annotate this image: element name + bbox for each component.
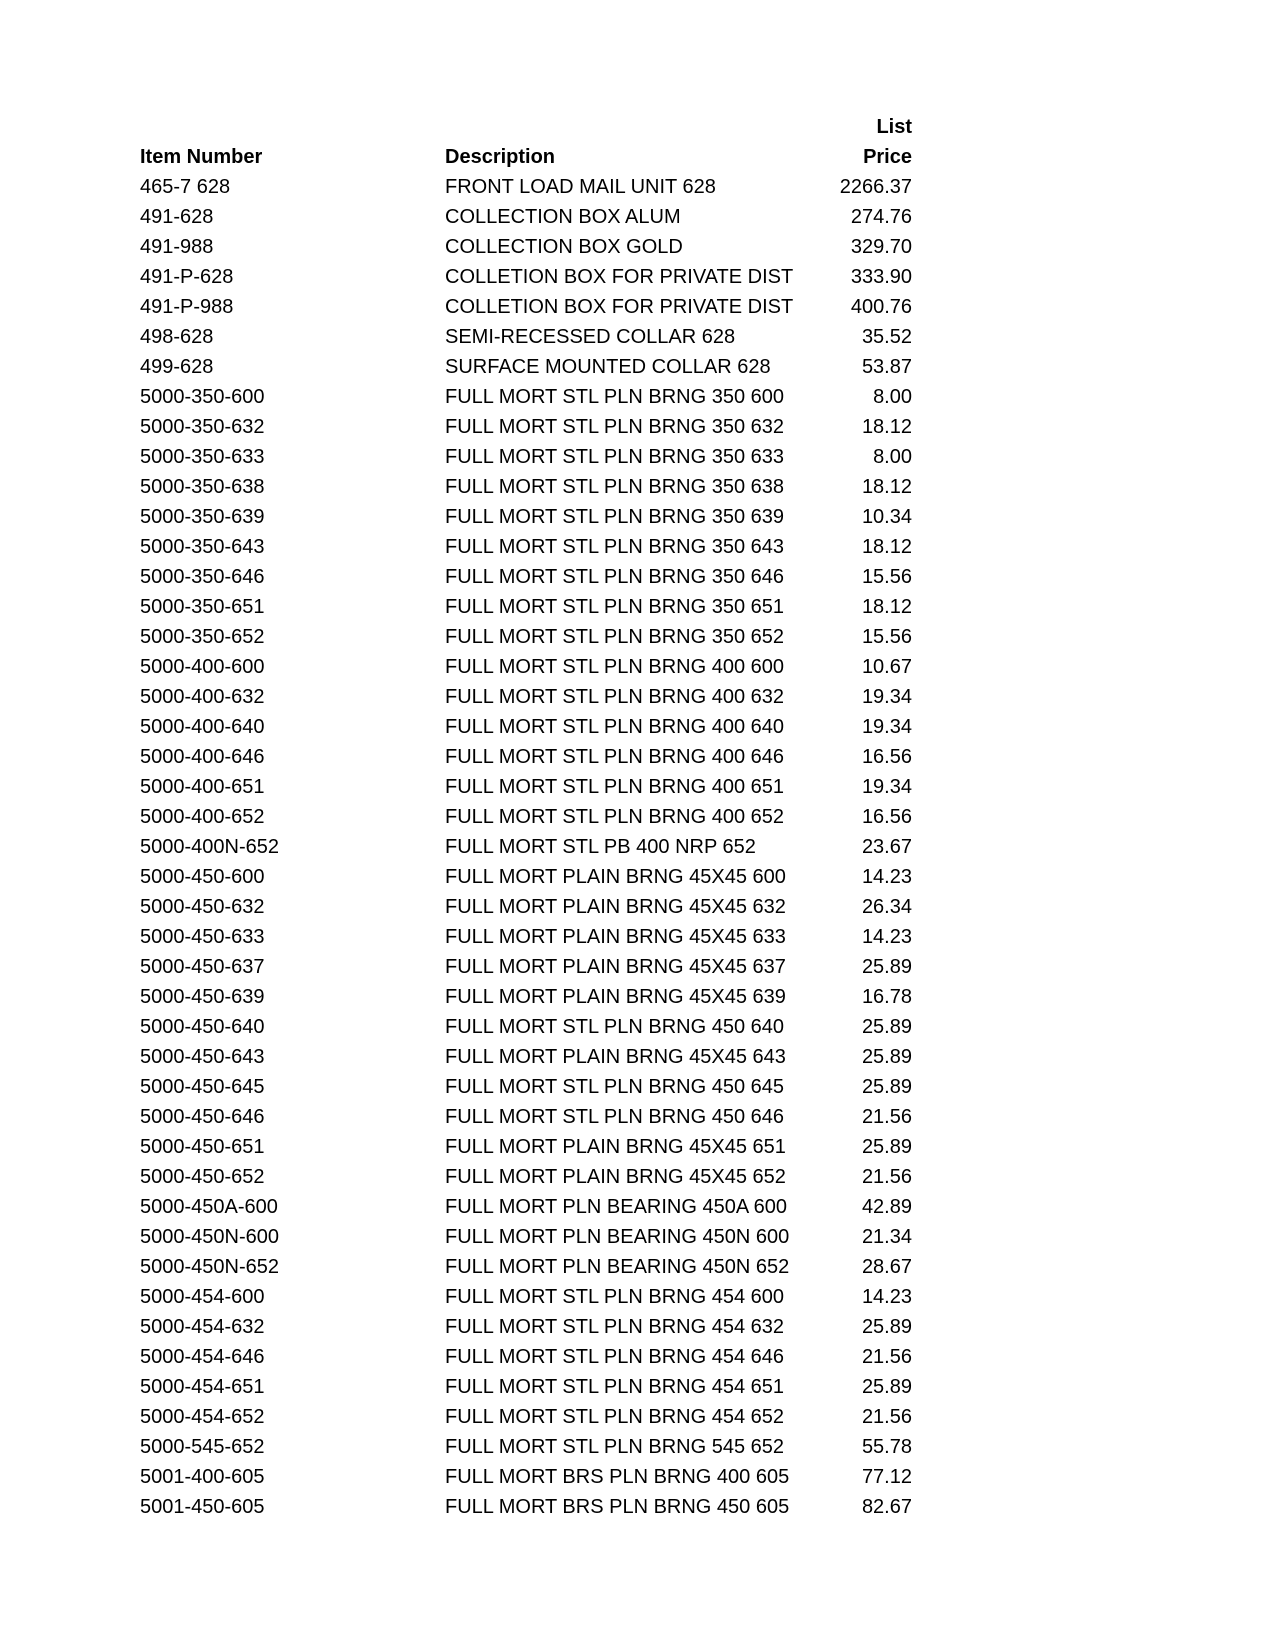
table-row [0,1042,1275,1072]
description-cell: FULL MORT STL PLN BRNG 350 646 [445,566,785,588]
table-row [0,892,1275,922]
list-price-cell: 25.89 [861,1316,912,1338]
list-price-cell: 14.23 [861,1286,912,1308]
item-number-cell: 5000-450-633 [140,926,265,948]
item-number-cell: 5000-400N-652 [140,836,279,858]
description-cell: FULL MORT STL PLN BRNG 450 646 [445,1106,785,1128]
item-number-cell: 5000-400-632 [140,686,265,708]
description-cell: FULL MORT PLAIN BRNG 45X45 651 [445,1136,786,1158]
table-row [0,802,1275,832]
description-cell: FULL MORT STL PLN BRNG 350 651 [445,596,785,618]
table-row [0,1312,1275,1342]
table-row [0,772,1275,802]
table-row [0,232,1275,262]
price-list-rows [0,172,1275,1522]
list-price-cell: 16.56 [861,746,912,768]
description-cell: FULL MORT PLAIN BRNG 45X45 600 [445,866,786,888]
description-cell: FULL MORT PLAIN BRNG 45X45 643 [445,1046,786,1068]
item-number-cell: 5000-400-640 [140,716,265,738]
table-row [0,1072,1275,1102]
table-row [0,1492,1275,1522]
description-cell: SEMI-RECESSED COLLAR 628 [445,326,736,348]
list-price-cell: 53.87 [861,356,912,378]
item-number-cell: 5000-454-646 [140,1346,265,1368]
list-price-cell: 25.89 [861,1136,912,1158]
list-price-cell: 16.56 [861,806,912,828]
table-row [0,502,1275,532]
list-price-cell: 14.23 [861,926,912,948]
table-row [0,1462,1275,1492]
list-price-cell: 274.76 [850,206,912,228]
description-cell: FULL MORT PLAIN BRNG 45X45 633 [445,926,786,948]
table-row [0,1372,1275,1402]
description-cell: FULL MORT STL PLN BRNG 400 652 [445,806,785,828]
list-price-cell: 400.76 [850,296,912,318]
description-cell: FULL MORT STL PLN BRNG 400 651 [445,776,785,798]
table-row [0,322,1275,352]
item-number-cell: 5000-450-651 [140,1136,265,1158]
table-row [0,412,1275,442]
list-price-cell: 8.00 [873,386,912,408]
description-cell: FULL MORT STL PLN BRNG 454 651 [445,1376,785,1398]
list-price-cell: 25.89 [861,1016,912,1038]
list-price-cell: 25.89 [861,1076,912,1098]
table-row [0,742,1275,772]
table-row [0,652,1275,682]
header-list-price-line1: List [876,116,912,138]
list-price-cell: 82.67 [861,1496,912,1518]
description-cell: FULL MORT STL PLN BRNG 450 645 [445,1076,785,1098]
header-list-price-line2: Price [863,146,912,168]
header-item-number: Item Number [140,146,263,168]
list-price-cell: 14.23 [861,866,912,888]
list-price-cell: 26.34 [861,896,912,918]
item-number-cell: 5000-450-652 [140,1166,265,1188]
description-cell: FULL MORT STL PB 400 NRP 652 [445,836,756,858]
description-cell: FULL MORT STL PLN BRNG 450 640 [445,1016,785,1038]
table-row [0,562,1275,592]
description-cell: FULL MORT PLAIN BRNG 45X45 639 [445,986,786,1008]
list-price-cell: 18.12 [861,476,912,498]
item-number-cell: 5000-350-646 [140,566,265,588]
item-number-cell: 5000-454-600 [140,1286,265,1308]
item-number-cell: 491-P-988 [140,296,234,318]
table-row [0,292,1275,322]
table-row [0,982,1275,1012]
description-cell: FULL MORT PLN BEARING 450N 652 [445,1256,790,1278]
list-price-cell: 21.56 [861,1346,912,1368]
description-cell: FRONT LOAD MAIL UNIT 628 [445,176,716,198]
item-number-cell: 499-628 [140,356,214,378]
item-number-cell: 5000-545-652 [140,1436,265,1458]
list-price-cell: 19.34 [861,776,912,798]
item-number-cell: 5000-350-652 [140,626,265,648]
item-number-cell: 5000-450-639 [140,986,265,1008]
description-cell: FULL MORT STL PLN BRNG 350 632 [445,416,785,438]
table-row [0,1342,1275,1372]
description-cell: FULL MORT STL PLN BRNG 454 600 [445,1286,785,1308]
item-number-cell: 5000-450-637 [140,956,265,978]
table-row [0,622,1275,652]
table-row [0,472,1275,502]
table-row [0,1282,1275,1312]
list-price-cell: 55.78 [861,1436,912,1458]
list-price-cell: 42.89 [861,1196,912,1218]
item-number-cell: 5000-450-600 [140,866,265,888]
item-number-cell: 5001-450-605 [140,1496,265,1518]
description-cell: COLLECTION BOX ALUM [445,206,681,228]
item-number-cell: 5000-350-633 [140,446,265,468]
description-cell: FULL MORT BRS PLN BRNG 450 605 [445,1496,790,1518]
table-row [0,1012,1275,1042]
description-cell: FULL MORT STL PLN BRNG 400 646 [445,746,785,768]
table-row [0,1102,1275,1132]
description-cell: FULL MORT STL PLN BRNG 350 600 [445,386,785,408]
list-price-cell: 21.56 [861,1166,912,1188]
table-row [0,922,1275,952]
table-row [0,352,1275,382]
list-price-cell: 333.90 [850,266,912,288]
table-row [0,442,1275,472]
list-price-cell: 18.12 [861,596,912,618]
description-cell: FULL MORT STL PLN BRNG 400 632 [445,686,785,708]
list-price-cell: 77.12 [861,1466,912,1488]
description-cell: FULL MORT STL PLN BRNG 545 652 [445,1436,785,1458]
list-price-cell: 19.34 [861,686,912,708]
description-cell: FULL MORT PLN BEARING 450N 600 [445,1226,790,1248]
item-number-cell: 465-7 628 [140,176,231,198]
list-price-cell: 25.89 [861,1376,912,1398]
table-row [0,1402,1275,1432]
list-price-cell: 329.70 [850,236,912,258]
description-cell: FULL MORT STL PLN BRNG 350 639 [445,506,785,528]
table-row [0,382,1275,412]
item-number-cell: 5000-454-632 [140,1316,265,1338]
list-price-cell: 16.78 [861,986,912,1008]
list-price-cell: 35.52 [861,326,912,348]
item-number-cell: 5000-450N-652 [140,1256,279,1278]
description-cell: FULL MORT STL PLN BRNG 454 646 [445,1346,785,1368]
item-number-cell: 498-628 [140,326,214,348]
table-row [0,172,1275,202]
item-number-cell: 5000-450-643 [140,1046,265,1068]
list-price-cell: 21.56 [861,1106,912,1128]
table-row [0,862,1275,892]
description-cell: COLLETION BOX FOR PRIVATE DIST [445,296,794,318]
item-number-cell: 5000-350-651 [140,596,265,618]
list-price-cell: 18.12 [861,416,912,438]
item-number-cell: 5000-450-645 [140,1076,265,1098]
description-cell: COLLECTION BOX GOLD [445,236,683,258]
description-cell: FULL MORT PLAIN BRNG 45X45 652 [445,1166,786,1188]
description-cell: FULL MORT STL PLN BRNG 350 643 [445,536,785,558]
item-number-cell: 491-988 [140,236,214,258]
item-number-cell: 491-P-628 [140,266,234,288]
item-number-cell: 5000-450N-600 [140,1226,279,1248]
item-number-cell: 5000-350-600 [140,386,265,408]
table-row [0,682,1275,712]
item-number-cell: 5000-454-651 [140,1376,265,1398]
table-row [0,1432,1275,1462]
list-price-cell: 15.56 [861,626,912,648]
description-cell: SURFACE MOUNTED COLLAR 628 [445,356,771,378]
item-number-cell: 491-628 [140,206,214,228]
item-number-cell: 5000-400-646 [140,746,265,768]
item-number-cell: 5000-454-652 [140,1406,265,1428]
list-price-cell: 15.56 [861,566,912,588]
table-row [0,712,1275,742]
table-row [0,592,1275,622]
description-cell: FULL MORT STL PLN BRNG 350 638 [445,476,785,498]
description-cell: FULL MORT STL PLN BRNG 454 632 [445,1316,785,1338]
list-price-cell: 25.89 [861,1046,912,1068]
description-cell: FULL MORT BRS PLN BRNG 400 605 [445,1466,790,1488]
table-row [0,1132,1275,1162]
table-row [0,262,1275,292]
item-number-cell: 5000-350-643 [140,536,265,558]
list-price-cell: 10.67 [861,656,912,678]
table-row [0,202,1275,232]
table-row [0,952,1275,982]
list-price-cell: 21.56 [861,1406,912,1428]
description-cell: FULL MORT PLAIN BRNG 45X45 637 [445,956,786,978]
table-row [0,1252,1275,1282]
table-row [0,832,1275,862]
item-number-cell: 5000-450A-600 [140,1196,278,1218]
item-number-cell: 5000-400-600 [140,656,265,678]
table-row [0,532,1275,562]
item-number-cell: 5000-400-652 [140,806,265,828]
list-price-cell: 23.67 [861,836,912,858]
item-number-cell: 5000-350-639 [140,506,265,528]
item-number-cell: 5000-450-640 [140,1016,265,1038]
description-cell: FULL MORT STL PLN BRNG 350 633 [445,446,785,468]
description-cell: COLLETION BOX FOR PRIVATE DIST [445,266,794,288]
description-cell: FULL MORT STL PLN BRNG 454 652 [445,1406,785,1428]
list-price-cell: 28.67 [861,1256,912,1278]
item-number-cell: 5000-350-632 [140,416,265,438]
item-number-cell: 5000-350-638 [140,476,265,498]
list-price-cell: 2266.37 [839,176,912,198]
description-cell: FULL MORT PLN BEARING 450A 600 [445,1196,788,1218]
header-description: Description [445,146,556,168]
description-cell: FULL MORT STL PLN BRNG 400 640 [445,716,785,738]
list-price-cell: 8.00 [873,446,912,468]
list-price-cell: 19.34 [861,716,912,738]
list-price-cell: 10.34 [861,506,912,528]
item-number-cell: 5000-450-632 [140,896,265,918]
list-price-cell: 25.89 [861,956,912,978]
table-row [0,1162,1275,1192]
table-row [0,1192,1275,1222]
description-cell: FULL MORT PLAIN BRNG 45X45 632 [445,896,786,918]
item-number-cell: 5000-400-651 [140,776,265,798]
description-cell: FULL MORT STL PLN BRNG 350 652 [445,626,785,648]
description-cell: FULL MORT STL PLN BRNG 400 600 [445,656,785,678]
item-number-cell: 5001-400-605 [140,1466,265,1488]
list-price-cell: 18.12 [861,536,912,558]
table-row [0,1222,1275,1252]
list-price-cell: 21.34 [861,1226,912,1248]
item-number-cell: 5000-450-646 [140,1106,265,1128]
